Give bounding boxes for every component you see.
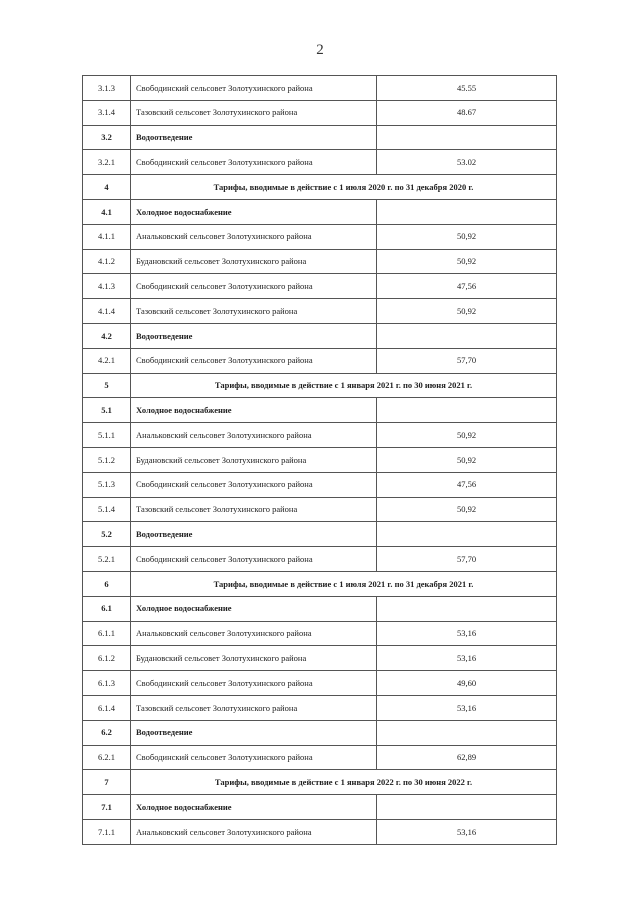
tariffs-table xyxy=(82,75,557,845)
row-number: 5 xyxy=(83,373,131,398)
section-title: Тарифы, вводимые в действие с 1 января 2021 г. по 30 июня 2021 г. xyxy=(131,373,557,398)
table-row xyxy=(83,671,557,696)
row-number: 5.1.1 xyxy=(83,423,131,448)
table-row xyxy=(83,745,557,770)
row-number: 4.1.2 xyxy=(83,249,131,274)
row-number: 4.1.4 xyxy=(83,299,131,324)
tariff-value: 47,56 xyxy=(377,472,557,497)
settlement-name: Тазовский сельсовет Золотухинского района xyxy=(131,497,377,522)
section-row xyxy=(83,770,557,795)
table-row xyxy=(83,447,557,472)
table-row xyxy=(83,819,557,844)
table-row xyxy=(83,76,557,101)
tariff-value xyxy=(377,199,557,224)
row-number: 6.2.1 xyxy=(83,745,131,770)
tariff-value: 53.02 xyxy=(377,150,557,175)
row-number: 5.1.3 xyxy=(83,472,131,497)
settlement-name: Свободинский сельсовет Золотухинского района xyxy=(131,472,377,497)
tariff-value: 47,56 xyxy=(377,274,557,299)
settlement-name: Свободинский сельсовет Золотухинского района xyxy=(131,745,377,770)
subsection-row xyxy=(83,398,557,423)
tariff-value xyxy=(377,596,557,621)
row-number: 6.1.3 xyxy=(83,671,131,696)
table-row xyxy=(83,348,557,373)
tariff-value xyxy=(377,323,557,348)
subsection-row xyxy=(83,522,557,547)
row-number: 4.1.3 xyxy=(83,274,131,299)
tariff-value: 50,92 xyxy=(377,249,557,274)
subsection-row xyxy=(83,125,557,150)
table-row xyxy=(83,100,557,125)
section-row xyxy=(83,571,557,596)
tariff-value xyxy=(377,795,557,820)
tariff-value: 57,70 xyxy=(377,547,557,572)
section-row xyxy=(83,175,557,200)
row-number: 6 xyxy=(83,571,131,596)
section-title: Тарифы, вводимые в действие с 1 июля 2020 г. по 31 декабря 2020 г. xyxy=(131,175,557,200)
settlement-name: Будановский сельсовет Золотухинского района xyxy=(131,249,377,274)
tariff-value: 50,92 xyxy=(377,224,557,249)
settlement-name: Свободинский сельсовет Золотухинского района xyxy=(131,671,377,696)
row-number: 5.1.4 xyxy=(83,497,131,522)
row-number: 7.1 xyxy=(83,795,131,820)
tariff-value: 50,92 xyxy=(377,447,557,472)
row-number: 6.1.2 xyxy=(83,646,131,671)
row-number: 3.2 xyxy=(83,125,131,150)
settlement-name: Тазовский сельсовет Золотухинского района xyxy=(131,695,377,720)
settlement-name: Свободинский сельсовет Золотухинского района xyxy=(131,150,377,175)
tariff-value: 50,92 xyxy=(377,497,557,522)
subsection-title: Водоотведение xyxy=(131,522,377,547)
tariff-value xyxy=(377,522,557,547)
tariff-value: 53,16 xyxy=(377,695,557,720)
tariff-value: 48.67 xyxy=(377,100,557,125)
row-number: 6.2 xyxy=(83,720,131,745)
tariff-value xyxy=(377,125,557,150)
table-row xyxy=(83,472,557,497)
settlement-name: Анальковский сельсовет Золотухинского района xyxy=(131,819,377,844)
row-number: 5.2.1 xyxy=(83,547,131,572)
settlement-name: Свободинский сельсовет Золотухинского района xyxy=(131,274,377,299)
row-number: 4.2 xyxy=(83,323,131,348)
row-number: 5.1 xyxy=(83,398,131,423)
tariff-value: 45.55 xyxy=(377,76,557,101)
row-number: 7 xyxy=(83,770,131,795)
row-number: 6.1 xyxy=(83,596,131,621)
section-title: Тарифы, вводимые в действие с 1 января 2022 г. по 30 июня 2022 г. xyxy=(131,770,557,795)
table-row xyxy=(83,224,557,249)
settlement-name: Анальковский сельсовет Золотухинского района xyxy=(131,423,377,448)
tariffs-table-body xyxy=(83,76,557,845)
tariff-value: 57,70 xyxy=(377,348,557,373)
settlement-name: Свободинский сельсовет Золотухинского района xyxy=(131,547,377,572)
table-row xyxy=(83,646,557,671)
row-number: 5.1.2 xyxy=(83,447,131,472)
row-number: 4.2.1 xyxy=(83,348,131,373)
settlement-name: Свободинский сельсовет Золотухинского района xyxy=(131,76,377,101)
subsection-row xyxy=(83,720,557,745)
table-row xyxy=(83,299,557,324)
settlement-name: Анальковский сельсовет Золотухинского района xyxy=(131,224,377,249)
table-row xyxy=(83,150,557,175)
settlement-name: Тазовский сельсовет Золотухинского района xyxy=(131,100,377,125)
table-row xyxy=(83,621,557,646)
tariff-value: 62,89 xyxy=(377,745,557,770)
table-row xyxy=(83,547,557,572)
settlement-name: Анальковский сельсовет Золотухинского района xyxy=(131,621,377,646)
tariff-value: 50,92 xyxy=(377,299,557,324)
tariff-value: 49,60 xyxy=(377,671,557,696)
subsection-row xyxy=(83,199,557,224)
table-row xyxy=(83,695,557,720)
settlement-name: Тазовский сельсовет Золотухинского района xyxy=(131,299,377,324)
section-row xyxy=(83,373,557,398)
table-row xyxy=(83,274,557,299)
section-title: Тарифы, вводимые в действие с 1 июля 2021 г. по 31 декабря 2021 г. xyxy=(131,571,557,596)
row-number: 6.1.1 xyxy=(83,621,131,646)
table-row xyxy=(83,423,557,448)
table-row xyxy=(83,249,557,274)
tariff-value: 53,16 xyxy=(377,646,557,671)
tariff-value: 53,16 xyxy=(377,621,557,646)
subsection-row xyxy=(83,323,557,348)
page-number: 2 xyxy=(316,42,324,58)
tariff-value xyxy=(377,720,557,745)
row-number: 4.1 xyxy=(83,199,131,224)
row-number: 4 xyxy=(83,175,131,200)
row-number: 6.1.4 xyxy=(83,695,131,720)
table-row xyxy=(83,497,557,522)
row-number: 7.1.1 xyxy=(83,819,131,844)
subsection-title: Холодное водоснабжение xyxy=(131,795,377,820)
tariff-value: 50,92 xyxy=(377,423,557,448)
subsection-row xyxy=(83,596,557,621)
tariff-value xyxy=(377,398,557,423)
settlement-name: Будановский сельсовет Золотухинского района xyxy=(131,646,377,671)
settlement-name: Свободинский сельсовет Золотухинского района xyxy=(131,348,377,373)
subsection-title: Водоотведение xyxy=(131,720,377,745)
tariff-value: 53,16 xyxy=(377,819,557,844)
subsection-title: Водоотведение xyxy=(131,323,377,348)
subsection-title: Холодное водоснабжение xyxy=(131,199,377,224)
row-number: 4.1.1 xyxy=(83,224,131,249)
subsection-title: Холодное водоснабжение xyxy=(131,596,377,621)
settlement-name: Будановский сельсовет Золотухинского района xyxy=(131,447,377,472)
row-number: 3.1.4 xyxy=(83,100,131,125)
subsection-title: Водоотведение xyxy=(131,125,377,150)
row-number: 3.2.1 xyxy=(83,150,131,175)
subsection-title: Холодное водоснабжение xyxy=(131,398,377,423)
row-number: 5.2 xyxy=(83,522,131,547)
row-number: 3.1.3 xyxy=(83,76,131,101)
subsection-row xyxy=(83,795,557,820)
